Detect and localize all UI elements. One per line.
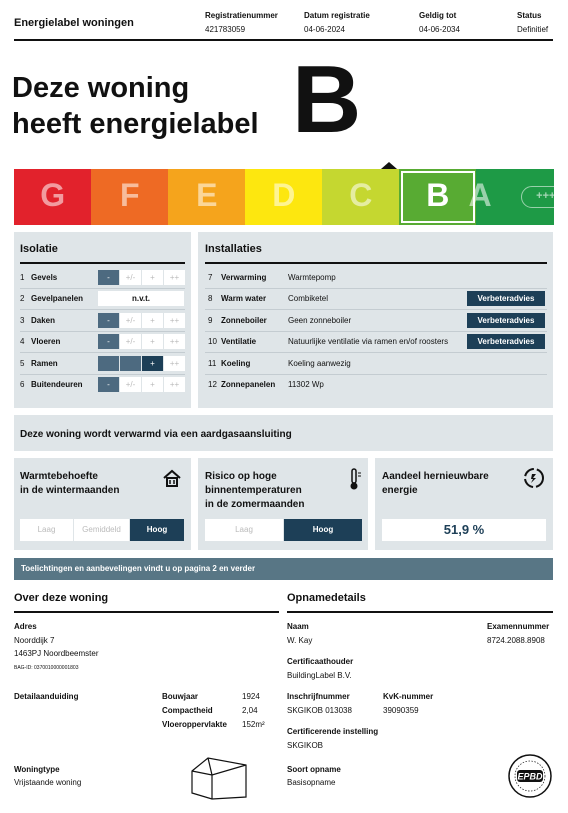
installatie-value: Combiketel xyxy=(288,294,329,304)
kvk-label: KvK-nummer xyxy=(383,692,434,701)
bouwjaar-label: Bouwjaar xyxy=(162,692,199,701)
insch-label: Inschrijfnummer xyxy=(287,692,350,701)
naam-label: Naam xyxy=(287,622,309,631)
isolatie-level-segment: +/- xyxy=(120,270,141,285)
installatie-num: 11 xyxy=(208,358,217,368)
isolatie-level-segment xyxy=(120,356,141,371)
row-divider xyxy=(205,309,547,310)
warmte-gemiddeld: Gemiddeld xyxy=(74,519,129,541)
info-banner: Toelichtingen en aanbevelingen vindt u op pagina 2 en verder xyxy=(14,558,553,580)
isolatie-level-segment: + xyxy=(142,313,163,328)
installatie-label: Warm water xyxy=(221,294,267,304)
risico-laag: Laag xyxy=(205,519,283,541)
installaties-rule xyxy=(205,262,547,264)
risico-hoog: Hoog xyxy=(284,519,362,541)
isolatie-level-segment: - xyxy=(98,270,119,285)
isolatie-rule xyxy=(20,262,185,264)
isolatie-level-segment: ++ xyxy=(164,377,185,392)
geldig-label: Geldig tot xyxy=(419,11,457,20)
status-label: Status xyxy=(517,11,542,20)
inst-label: Certificerende instelling xyxy=(287,727,379,736)
isolatie-label: Gevelpanelen xyxy=(31,294,84,304)
scale-segment-e xyxy=(168,169,246,225)
scale-letter-g: G xyxy=(40,177,66,213)
status-value: Definitief xyxy=(517,25,549,34)
isolatie-level-segment: +/- xyxy=(120,313,141,328)
installatie-label: Zonneboiler xyxy=(221,315,267,325)
hero-line2: heeft energielabel xyxy=(12,108,259,140)
compact-value: 2,04 xyxy=(242,706,258,715)
opname-title: Opnamedetails xyxy=(287,592,366,604)
row-divider xyxy=(20,352,185,353)
isolatie-num: 6 xyxy=(20,380,25,389)
isolatie-num: 1 xyxy=(20,273,25,282)
soort-value: Basisopname xyxy=(287,778,336,787)
installatie-num: 12 xyxy=(208,380,217,389)
row-divider xyxy=(20,374,185,375)
row-divider xyxy=(20,309,185,310)
row-divider xyxy=(20,331,185,332)
datum-label: Datum registratie xyxy=(304,11,370,20)
registratienummer-value: 421783059 xyxy=(205,25,246,34)
row-divider xyxy=(205,331,547,332)
scale-segment-f xyxy=(91,169,169,225)
scale-letter-b: B xyxy=(426,177,450,213)
isolatie-num: 5 xyxy=(20,358,25,368)
scale-letter-a: A xyxy=(468,177,492,213)
risico-title: Risico op hoge binnentemperaturen in de zomermaanden xyxy=(205,471,305,510)
woning-rule xyxy=(14,611,279,613)
geldig-value: 04-06-2034 xyxy=(419,25,460,34)
isolatie-level-segment: ++ xyxy=(164,334,185,349)
hero-line1: Deze woning xyxy=(12,72,190,104)
row-divider xyxy=(205,374,547,375)
isolatie-value: n.v.t. xyxy=(98,291,184,306)
isolatie-level-segment: + xyxy=(142,270,163,285)
cert-label: Certificaathouder xyxy=(287,657,354,666)
warmte-hoog: Hoog xyxy=(130,519,184,541)
installatie-label: Verwarming xyxy=(221,273,267,282)
isolatie-level-segment: + xyxy=(142,377,163,392)
vloer-value: 152m² xyxy=(242,720,265,729)
hero-label-letter: B xyxy=(292,46,362,153)
installatie-value: Warmtepomp xyxy=(288,273,336,282)
kvk-value: 39090359 xyxy=(383,706,419,715)
verbeteradvies-button[interactable]: Verbeteradvies xyxy=(467,313,545,328)
installatie-value: Geen zonneboiler xyxy=(288,315,352,325)
warmte-title: Warmtebehoefte in de wintermaanden xyxy=(20,471,120,496)
isolatie-num: 3 xyxy=(20,315,25,325)
vloer-label: Vloeroppervlakte xyxy=(162,720,227,729)
woning-title: Over deze woning xyxy=(14,592,109,604)
isolatie-label: Ramen xyxy=(31,358,58,368)
epbd-logo xyxy=(507,753,553,799)
woningtype-value: Vrijstaande woning xyxy=(14,778,82,787)
isolatie-level-segment: + xyxy=(142,334,163,349)
exam-label: Examennummer xyxy=(487,622,550,631)
isolatie-title: Isolatie xyxy=(20,243,58,255)
hernieuwbaar-value: 51,9 % xyxy=(382,519,546,541)
isolatie-level-segment: +/- xyxy=(120,334,141,349)
house-outline-icon xyxy=(190,755,248,801)
inst-value: SKGIKOB xyxy=(287,741,324,750)
bag-id: BAG-ID: 0370010000001803 xyxy=(14,665,79,671)
scale-letter-f: F xyxy=(119,177,140,213)
installatie-label: Ventilatie xyxy=(221,337,257,347)
installatie-num: 7 xyxy=(208,273,213,282)
naam-value: W. Kay xyxy=(287,636,313,645)
house-heat-icon xyxy=(162,468,182,488)
adres-line1: Noorddijk 7 xyxy=(14,636,55,645)
scale-segment-g xyxy=(14,169,92,225)
installatie-num: 8 xyxy=(208,294,213,304)
scale-letter-d: D xyxy=(272,177,296,213)
detail-label: Detailaanduiding xyxy=(14,692,79,701)
installatie-num: 10 xyxy=(208,337,217,347)
isolatie-level-segment: +/- xyxy=(120,377,141,392)
isolatie-num: 4 xyxy=(20,337,25,347)
isolatie-label: Gevels xyxy=(31,273,58,282)
isolatie-level-segment: ++ xyxy=(164,356,185,371)
compact-label: Compactheid xyxy=(162,706,213,715)
verwarmd-text: Deze woning wordt verwarmd via een aardgasaansluiting xyxy=(20,429,292,440)
isolatie-level-segment: - xyxy=(98,334,119,349)
warmte-laag: Laag xyxy=(20,519,73,541)
adres-label: Adres xyxy=(14,622,37,631)
exam-value: 8724.2088.8908 xyxy=(487,636,545,645)
scale-letter-c: C xyxy=(349,177,373,213)
installaties-title: Installaties xyxy=(205,243,262,255)
soort-label: Soort opname xyxy=(287,765,341,774)
datum-value: 04-06-2024 xyxy=(304,25,345,34)
woningtype-label: Woningtype xyxy=(14,765,60,774)
isolatie-level-segment: + xyxy=(142,356,163,371)
verbeteradvies-button[interactable]: Verbeteradvies xyxy=(467,291,545,306)
installatie-value: Koeling aanwezig xyxy=(288,358,351,368)
isolatie-num: 2 xyxy=(20,294,25,304)
verbeteradvies-button[interactable]: Verbeteradvies xyxy=(467,334,545,349)
row-divider xyxy=(205,352,547,353)
installatie-value: 11302 Wp xyxy=(288,380,324,389)
isolatie-level-segment xyxy=(98,356,119,371)
installatie-label: Zonnepanelen xyxy=(221,380,276,389)
isolatie-level-segment: - xyxy=(98,313,119,328)
header-rule xyxy=(14,39,553,41)
thermometer-icon xyxy=(345,467,363,491)
bouwjaar-value: 1924 xyxy=(242,692,260,701)
scale-segment-c xyxy=(322,169,400,225)
scale-segment-d xyxy=(245,169,323,225)
installatie-label: Koeling xyxy=(221,358,251,368)
registratienummer-label: Registratienummer xyxy=(205,11,278,20)
page-title: Energielabel woningen xyxy=(14,17,134,29)
isolatie-label: Daken xyxy=(31,315,56,325)
recycle-energy-icon xyxy=(522,466,546,490)
isolatie-level-segment: ++ xyxy=(164,313,185,328)
cert-value: BuildingLabel B.V. xyxy=(287,671,352,680)
isolatie-level-segment: - xyxy=(98,377,119,392)
row-divider xyxy=(20,288,185,289)
adres-line2: 1463PJ Noordbeemster xyxy=(14,649,99,658)
isolatie-level-segment: ++ xyxy=(164,270,185,285)
isolatie-label: Vloeren xyxy=(31,337,61,347)
hernieuwbaar-title: Aandeel hernieuwbare energie xyxy=(382,471,489,496)
current-label-pointer-icon xyxy=(381,162,397,169)
opname-rule xyxy=(287,611,553,613)
scale-segment-a xyxy=(468,169,562,225)
isolatie-label: Buitendeuren xyxy=(31,380,83,389)
scale-extra-plus: ++++ xyxy=(521,186,568,208)
row-divider xyxy=(205,288,547,289)
installatie-num: 9 xyxy=(208,315,213,325)
scale-letter-e: E xyxy=(196,177,218,213)
insch-value: SKGIKOB 013038 xyxy=(287,706,352,715)
epbd-logo-text: EPBD xyxy=(517,771,543,782)
installatie-value: Natuurlijke ventilatie via ramen en/of roosters xyxy=(288,337,449,347)
